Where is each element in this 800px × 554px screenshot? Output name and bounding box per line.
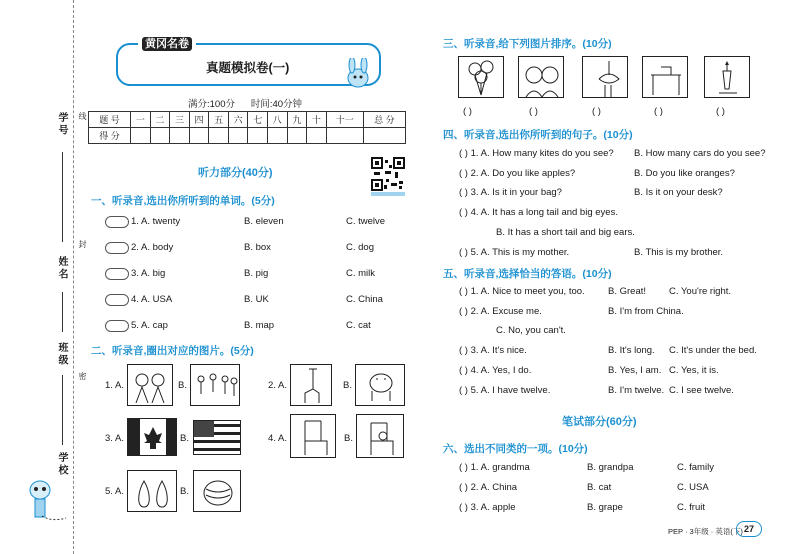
giraffe-picture-icon: [290, 364, 332, 406]
score-cell: [189, 128, 209, 144]
score-header-cell: 四: [189, 112, 209, 128]
q4-option-b: B. How many cars do you see?: [634, 148, 766, 159]
q5-option-b: B. I'm twelve.: [608, 385, 665, 396]
q6-option-c: C. family: [677, 462, 714, 473]
q5-option-a: ( ) 1. A. Nice to meet you, too.: [459, 286, 585, 297]
q2-label: B.: [344, 433, 353, 444]
q5-option-c: C. No, you can't.: [496, 325, 566, 336]
score-table-header-row: [89, 112, 406, 128]
family-picture-icon: [127, 364, 173, 406]
score-cell: [363, 128, 405, 144]
cloud-icon: [105, 268, 129, 280]
q1-option-c: C. twelve: [346, 216, 386, 227]
qr-code-icon[interactable]: [371, 157, 405, 191]
score-table: [88, 111, 406, 144]
class-label: 班 级: [56, 342, 67, 365]
q2-label: 3. A.: [105, 433, 125, 444]
exam-title: 真题模拟卷(一): [206, 61, 290, 75]
qr-caption-bar: [371, 192, 405, 196]
score-cell: [150, 128, 170, 144]
q6-option-c: C. fruit: [677, 502, 705, 513]
score-header-cell: 八: [267, 112, 287, 128]
q4-option-a: ( ) 1. A. How many kites do you see?: [459, 148, 614, 159]
q5-option-c: C. I see twelve.: [669, 385, 734, 396]
chair-with-ball-picture-icon: [356, 414, 404, 458]
kids-picture-icon: [190, 364, 240, 406]
q3-title: 三、听录音,给下列图片排序。(10分): [443, 38, 612, 50]
rabbit-mascot-icon: [340, 58, 376, 90]
binding-cut-line: [73, 0, 74, 554]
name-line: [62, 292, 63, 332]
tiger-picture-icon: [355, 364, 405, 406]
q3-blank[interactable]: ( ): [716, 106, 725, 117]
q1-option-b: B. box: [244, 242, 271, 253]
q2-label: B.: [178, 380, 187, 391]
score-cell: [326, 128, 363, 144]
student-number-label: 学 号: [56, 112, 67, 135]
q5-option-a: ( ) 4. A. Yes, I do.: [459, 365, 532, 376]
q1-option-c: C. milk: [346, 268, 376, 279]
q6-option-a: ( ) 1. A. grandma: [459, 462, 530, 473]
q5-option-a: ( ) 2. A. Excuse me.: [459, 306, 542, 317]
q2-label: 4. A.: [268, 433, 288, 444]
cloud-icon: [105, 216, 129, 228]
q5-option-b: B. It's long.: [608, 345, 655, 356]
q5-option-a: ( ) 3. A. It's nice.: [459, 345, 527, 356]
q5-option-c: C. Yes, it is.: [669, 365, 719, 376]
score-table-score-row: [89, 128, 406, 144]
score-cell: [170, 128, 190, 144]
watermelon-picture-icon: [193, 470, 241, 512]
q2-label: 1. A.: [105, 380, 125, 391]
brand-logo: 黄冈名卷: [138, 35, 196, 51]
q3-blank[interactable]: ( ): [592, 106, 601, 117]
statue-of-liberty-icon: [704, 56, 750, 98]
score-header-cell: 九: [287, 112, 307, 128]
footer-text: PEP · 3年级 · 英语(下): [668, 527, 743, 536]
cloud-icon: [105, 242, 129, 254]
q5-option-c: C. You're right.: [669, 286, 732, 297]
cut-mark-secret: 密: [78, 372, 87, 380]
q2-label: B.: [343, 380, 352, 391]
q1-option-a: 4. A. USA: [131, 294, 173, 305]
q1-option-b: B. pig: [244, 268, 269, 279]
q1-option-b: B. eleven: [244, 216, 284, 227]
cut-mark-line: 线: [78, 112, 87, 120]
q4-option-b: B. This is my brother.: [634, 247, 724, 258]
q4-option-b: B. Do you like oranges?: [634, 168, 735, 179]
q1-title: 一、听录音,选出你所听到的单词。(5分): [91, 195, 275, 207]
q3-blank[interactable]: ( ): [654, 106, 663, 117]
q4-title: 四、听录音,选出你所听到的句子。(10分): [443, 129, 633, 141]
school-label: 学 校: [56, 452, 67, 475]
score-cell: [267, 128, 287, 144]
q1-option-a: 1. A. twenty: [131, 216, 181, 227]
score-cell: [228, 128, 248, 144]
q1-option-b: B. UK: [244, 294, 269, 305]
q6-title: 六、选出不同类的一项。(10分): [443, 443, 588, 455]
two-people-picture-icon: [518, 56, 564, 98]
canada-flag-icon: [127, 418, 177, 456]
score-cell: [307, 128, 327, 144]
score-cell: [248, 128, 268, 144]
q6-option-a: ( ) 2. A. China: [459, 482, 518, 493]
q4-option-b: B. It has a short tail and big ears.: [496, 227, 635, 238]
score-row-label: 得 分: [89, 128, 131, 144]
writing-section-title: 笔试部分(60分): [562, 416, 637, 428]
score-header-cell: 十: [307, 112, 327, 128]
q6-option-b: B. grape: [587, 502, 623, 513]
q2-title: 二、听录音,圈出对应的图片。(5分): [91, 345, 254, 357]
score-cell: [287, 128, 307, 144]
chair-picture-icon: [290, 414, 336, 458]
desk-picture-icon: [642, 56, 688, 98]
score-header-cell: 十一: [326, 112, 363, 128]
q5-title: 五、听录音,选择恰当的答语。(10分): [443, 268, 612, 280]
score-header-cell: 六: [228, 112, 248, 128]
q1-option-c: C. cat: [346, 320, 371, 331]
q1-option-a: 2. A. body: [131, 242, 174, 253]
score-header-cell: 二: [150, 112, 170, 128]
cloud-icon: [105, 320, 129, 332]
score-header-cell: 五: [209, 112, 229, 128]
q1-option-b: B. map: [244, 320, 275, 331]
q4-option-a: ( ) 3. A. Is it in your bag?: [459, 187, 562, 198]
listening-section-title: 听力部分(40分): [198, 167, 273, 179]
q5-option-a: ( ) 5. A. I have twelve.: [459, 385, 551, 396]
usa-flag-icon: [193, 420, 241, 455]
q1-option-c: C. dog: [346, 242, 374, 253]
q2-label: B.: [180, 486, 189, 497]
q5-option-b: B. I'm from China.: [608, 306, 684, 317]
score-cell: [209, 128, 229, 144]
page-number: 27: [736, 521, 762, 537]
student-number-line: [62, 152, 63, 242]
q4-option-a: ( ) 2. A. Do you like apples?: [459, 168, 576, 179]
q1-option-c: C. China: [346, 294, 383, 305]
q1-option-a: 5. A. cap: [131, 320, 168, 331]
score-header-cell: 七: [248, 112, 268, 128]
q6-option-b: B. grandpa: [587, 462, 634, 473]
q6-option-a: ( ) 3. A. apple: [459, 502, 516, 513]
pears-picture-icon: [127, 470, 177, 512]
q5-option-b: B. Great!: [608, 286, 647, 297]
q1-option-a: 3. A. big: [131, 268, 166, 279]
q4-option-a: ( ) 4. A. It has a long tail and big eyes.: [459, 207, 618, 218]
q5-option-b: B. Yes, I am.: [608, 365, 662, 376]
cut-mark-seal: 封: [78, 240, 87, 248]
mascot-pencil-icon: [22, 476, 72, 524]
q6-option-b: B. cat: [587, 482, 612, 493]
balloons-picture-icon: [458, 56, 504, 98]
q3-blank[interactable]: ( ): [463, 106, 472, 117]
score-header-cell: 一: [131, 112, 151, 128]
q6-option-c: C. USA: [677, 482, 709, 493]
ostrich-picture-icon: [582, 56, 628, 98]
score-header-cell: 题 号: [89, 112, 131, 128]
q5-option-c: C. It's under the bed.: [669, 345, 757, 356]
name-label: 姓 名: [56, 256, 67, 279]
q2-label: B.: [180, 433, 189, 444]
q4-option-b: B. Is it on your desk?: [634, 187, 723, 198]
q4-option-a: ( ) 5. A. This is my mother.: [459, 247, 570, 258]
exam-meta: 满分:100分 时间:40分钟: [188, 99, 303, 110]
score-cell: [131, 128, 151, 144]
q2-label: 5. A.: [105, 486, 125, 497]
score-header-cell: 三: [170, 112, 190, 128]
q2-label: 2. A.: [268, 380, 288, 391]
q3-blank[interactable]: ( ): [529, 106, 538, 117]
cloud-icon: [105, 294, 129, 306]
score-header-cell: 总 分: [363, 112, 405, 128]
class-line: [62, 375, 63, 445]
